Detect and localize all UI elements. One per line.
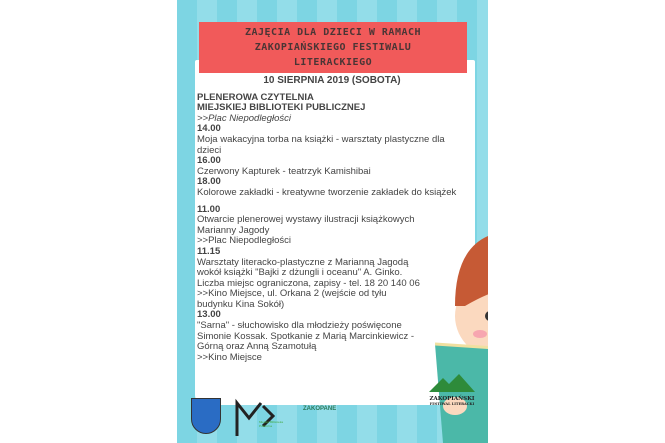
event-desc: Moja wakacyjna torba na książki - warsztaty plastyczne dla dzieci bbox=[197, 133, 445, 156]
title-line: ZAKOPIAŃSKIEGO FESTIWALU bbox=[254, 42, 412, 53]
event-poster bbox=[177, 0, 488, 443]
event-desc: Warsztaty literacko-plastyczne z Marianną Jagodą wokół książki "Bajki z dżungli i oceanu" A. Ginko. Liczba miejsc ograniczona, zapisy - tel. 18 20 140 06 bbox=[197, 256, 420, 289]
event-time: 18.00 bbox=[197, 176, 221, 188]
event-place: >>Kino Miejsce bbox=[197, 351, 262, 363]
event-time: 11.00 bbox=[197, 203, 221, 215]
festival-name: ZAKOPIAŃSKI bbox=[429, 396, 475, 402]
venue-name: PLENEROWA CZYTELNIA bbox=[197, 91, 314, 103]
event-desc: Kolorowe zakładki - kreatywne tworzenie zakładek do książek bbox=[197, 186, 457, 198]
zakopane-logo: ZAKOPANE bbox=[303, 406, 337, 412]
title-line: ZAJĘCIA DLA DZIECI W RAMACH bbox=[244, 27, 422, 38]
festival-logo bbox=[427, 372, 477, 406]
mbp-logo bbox=[235, 398, 285, 438]
event-time: 14.00 bbox=[197, 123, 221, 135]
event-time: 11.15 bbox=[197, 245, 221, 257]
event-desc: Czerwony Kapturek - teatrzyk Kamishibai bbox=[197, 165, 371, 177]
title-line: LITERACKIEGO bbox=[293, 57, 373, 68]
event-desc: Otwarcie plenerowej wystawy ilustracji książkowych Marianny Jagody bbox=[197, 214, 415, 236]
event-date: 10 SIERPNIA 2019 (SOBOTA) bbox=[263, 75, 401, 86]
event-place: >>Plac Niepodległości bbox=[197, 235, 292, 247]
event-time: 13.00 bbox=[197, 309, 221, 321]
event-time: 16.00 bbox=[197, 155, 221, 167]
venue-place: >>Plac Niepodległości bbox=[197, 112, 292, 124]
title-banner bbox=[199, 22, 467, 73]
girl-reading-illustration bbox=[435, 226, 488, 443]
event-place: >>Kino Miejsce, ul. Orkana 2 (wejście od tyłu budynku Kina Sokół) bbox=[197, 288, 387, 310]
mbp-label: Miejska Biblioteka Publiczna bbox=[259, 420, 284, 428]
event-desc: "Sarna" - słuchowisko dla młodzieży poświęcone Simonie Kossak. Spotkanie z Marią Marcinkiewicz - Górną oraz Anną Szamotułą bbox=[197, 320, 414, 353]
festival-subtitle: FESTIWAL LITERACKI bbox=[429, 402, 475, 406]
venue-name: MIEJSKIEJ BIBLIOTEKI PUBLICZNEJ bbox=[197, 102, 366, 114]
zakopane-coat-of-arms bbox=[191, 398, 221, 434]
